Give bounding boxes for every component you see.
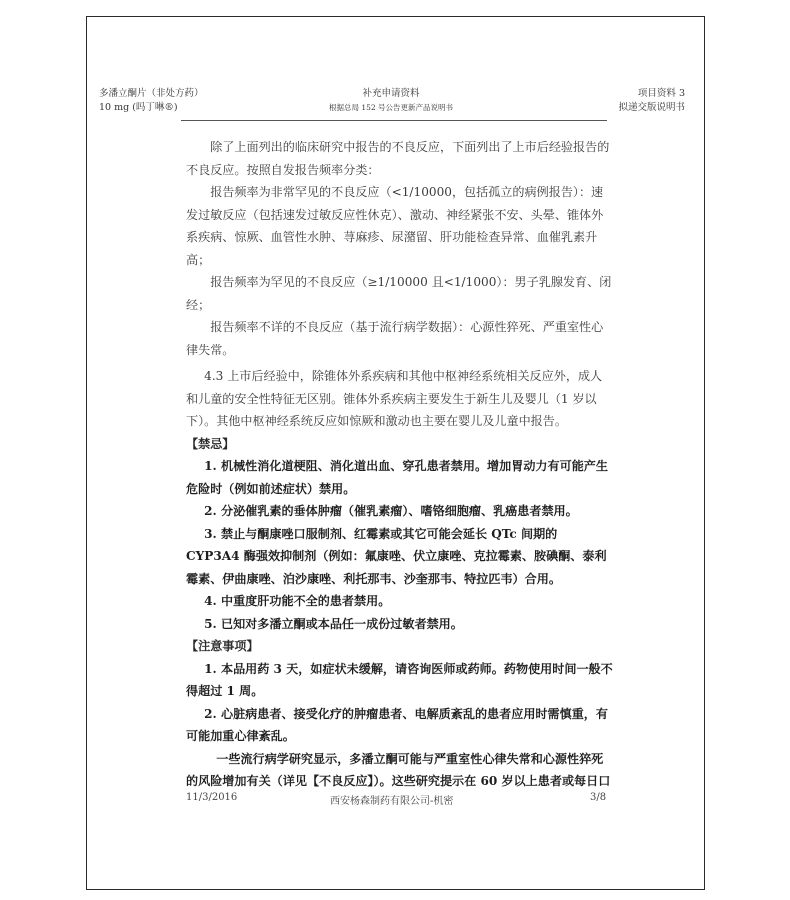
contraindication-1: 1. 机械性消化道梗阻、消化道出血、穿孔患者禁用。增加胃动力有可能产生危险时（例如前述症状）禁用。 — [186, 459, 608, 496]
footer-page-number: 3/8 — [590, 792, 607, 803]
section-4-3: 4.3 上市后经验中，除锥体外系疾病和其他中枢神经系统相关反应外，成人和儿童的安全性特征无区别。锥体外系疾病主要发生于新生儿及婴儿（1 岁以下）。其他中枢神经系统反应如惊厥和激动也主要在婴儿及儿童中报告。 — [186, 369, 603, 428]
header-project-number: 项目资料 3 — [637, 88, 685, 99]
contraindication-3: 3. 禁止与酮康唑口服制剂、红霉素或其它可能会延长 QTc 间期的 CYP3A4 酶强效抑制剂（例如：氟康唑、伏立康唑、克拉霉素、胺碘酮、泰利霉素、伊曲康唑、泊沙康唑、利托那韦、沙奎那韦、特拉匹韦）合用。 — [186, 526, 607, 586]
rare-reactions: 报告频率为罕见的不良反应（≥1/10000 且<1/1000）：男子乳腺发育、闭经； — [186, 275, 612, 312]
precaution-3: 一些流行病学研究显示，多潘立酮可能与严重室性心律失常和心源性猝死的风险增加有关（详见【不良反应】）。这些研究提示在 60 岁以上患者或每日口 — [186, 751, 611, 788]
header-title-sub: 根据总局 152 号公告更新产品说明书 — [328, 103, 454, 112]
header-project-desc: 拟递交版说明书 — [618, 102, 685, 113]
contraindication-2: 2. 分泌催乳素的垂体肿瘤（催乳素瘤）、嗜铬细胞瘤、乳癌患者禁用。 — [204, 504, 578, 518]
header-product-dose: 10 mg (吗丁啉®) — [99, 102, 178, 113]
unknown-frequency-reactions: 报告频率不详的不良反应（基于流行病学数据）：心源性猝死、严重室性心律失常。 — [186, 320, 604, 357]
contraindications-heading: 【禁忌】 — [186, 436, 235, 451]
header-divider — [181, 120, 607, 121]
contraindication-4: 4. 中重度肝功能不全的患者禁用。 — [204, 594, 391, 608]
header-title-main: 补充申请资料 — [362, 88, 420, 99]
precautions-heading: 【注意事项】 — [186, 639, 259, 653]
precaution-2: 2. 心脏病患者、接受化疗的肿瘤患者、电解质紊乱的患者应用时需慎重，有可能加重心律紊乱。 — [186, 706, 608, 743]
footer-date: 11/3/2016 — [186, 792, 238, 803]
footer-company: 西安杨森制药有限公司-机密 — [330, 796, 454, 807]
very-rare-reactions: 报告频率为非常罕见的不良反应（<1/10000，包括孤立的病例报告）：速发过敏反应（包括速发过敏反应性休克）、激动、神经紧张不安、头晕、锥体外系疾病、惊厥、血管性水肿、荨麻疹、尿潴留、肝功能检查异常、血催乳素升高； — [186, 185, 604, 267]
header-title — [316, 87, 466, 115]
intro-paragraph: 除了上面列出的临床研究中报告的不良反应，下面列出了上市后经验报告的不良反应。按照自发报告频率分类： — [186, 140, 610, 177]
precaution-1: 1. 本品用药 3 天，如症状未缓解，请咨询医师或药师。药物使用时间一般不得超过 1 周。 — [186, 661, 613, 698]
header-product — [99, 87, 204, 115]
document-body — [186, 136, 614, 793]
header-product-name: 多潘立酮片（非处方药） — [99, 88, 204, 99]
contraindication-5: 5. 已知对多潘立酮或本品任一成份过敏者禁用。 — [204, 616, 463, 631]
header-project — [545, 87, 685, 115]
